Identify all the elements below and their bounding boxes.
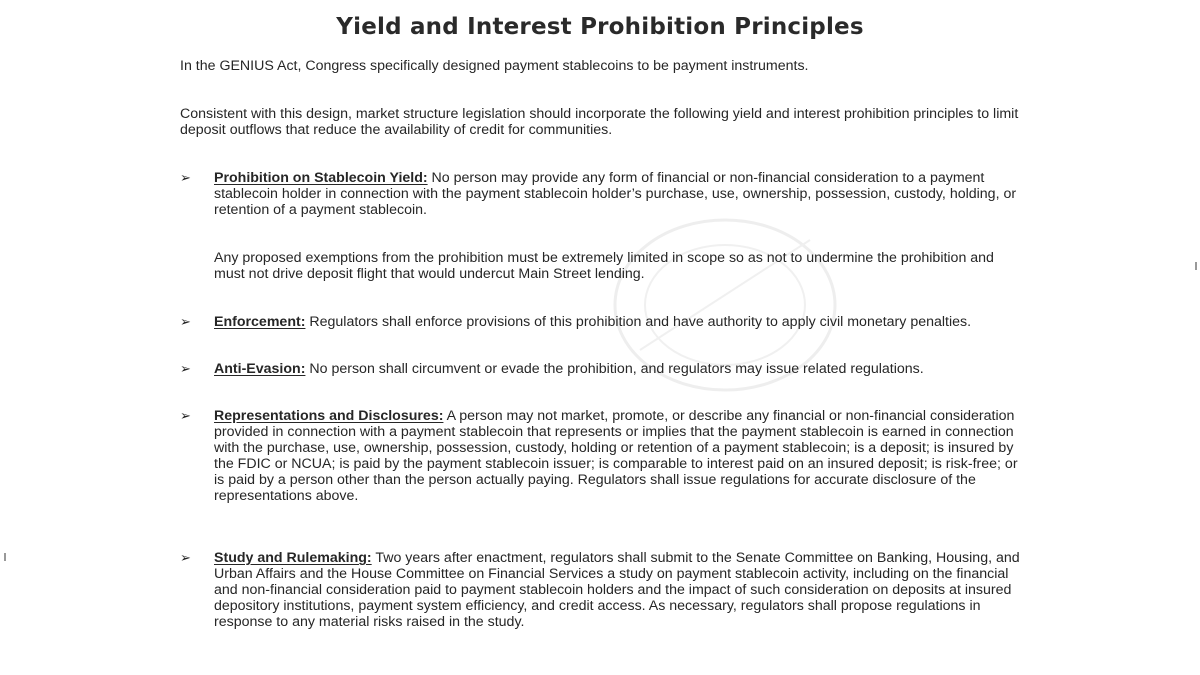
principle-body <box>214 361 1026 377</box>
page-title: Yield and Interest Prohibition Principles <box>336 14 864 40</box>
principle-body <box>214 408 1026 505</box>
scan-speck <box>1195 262 1197 270</box>
principle-text: No person shall circumvent or evade the prohibition, and regulators may issue related regulations. <box>305 361 924 377</box>
principle-body <box>214 170 1026 218</box>
principle-heading: Anti-Evasion: <box>214 361 306 377</box>
principle-text: Regulators shall enforce provisions of this prohibition and have authority to apply civil monetary penalties. <box>305 314 972 330</box>
intro-paragraph-1: In the GENIUS Act, Congress specifically designed payment stablecoins to be payment instruments. <box>180 58 809 74</box>
arrow-bullet-icon: ➢ <box>180 550 191 565</box>
principle-heading: Representations and Disclosures: <box>214 408 444 424</box>
principle-body <box>214 550 1026 630</box>
arrow-bullet-icon: ➢ <box>180 314 191 329</box>
arrow-bullet-icon: ➢ <box>180 361 191 376</box>
faint-stamp-watermark <box>600 200 850 410</box>
principle-heading: Study and Rulemaking: <box>214 550 372 566</box>
principle-text: No person may provide any form of financial or non-financial consideration to a payment stablecoin holder in connection with the payment stablecoin holder’s purchase, use, ownership, possession, custody, holding, or retention of a payment stablecoin. <box>214 170 1017 219</box>
arrow-bullet-icon: ➢ <box>180 408 191 423</box>
principle-body <box>214 314 1026 330</box>
arrow-bullet-icon: ➢ <box>180 170 191 185</box>
principle-heading: Enforcement: <box>214 314 306 330</box>
principle-heading: Prohibition on Stablecoin Yield: <box>214 170 428 186</box>
principle-sub-paragraph: Any proposed exemptions from the prohibition must be extremely limited in scope so as not to undermine the prohibition and must not drive deposit flight that would undercut Main Street lending. <box>214 250 994 283</box>
scan-speck <box>4 553 6 561</box>
principle-text: Two years after enactment, regulators shall submit to the Senate Committee on Banking, Housing, and Urban Affairs and the House Committee on Financial Services a study on payment stablecoin activity, including on the financial and non-financial consideration paid to payment stablecoin holders and the impact of such consideration on deposits at insured depository institutions, payment system efficiency, and credit access. As necessary, regulators shall propose regulations in response to any material risks raised in the study. <box>214 550 1020 631</box>
principle-text: A person may not market, promote, or describe any financial or non-financial consideration provided in connection with a payment stablecoin that represents or implies that the payment stablecoin is earned in connection with the purchase, use, ownership, possession, custody, holding or retention of a payment stablecoin; is a deposit; is insured by the FDIC or NCUA; is paid by the payment stablecoin issuer; is comparable to interest paid on an insured deposit; is risk-free; or is paid by a person other than the person actually paying. Regulators shall issue regulations for accurate disclosure of the representations above. <box>214 408 1018 505</box>
intro-paragraph-2: Consistent with this design, market structure legislation should incorporate the following yield and interest prohibition principles to limit deposit outflows that reduce the availability of credit for communities. <box>180 106 1019 139</box>
